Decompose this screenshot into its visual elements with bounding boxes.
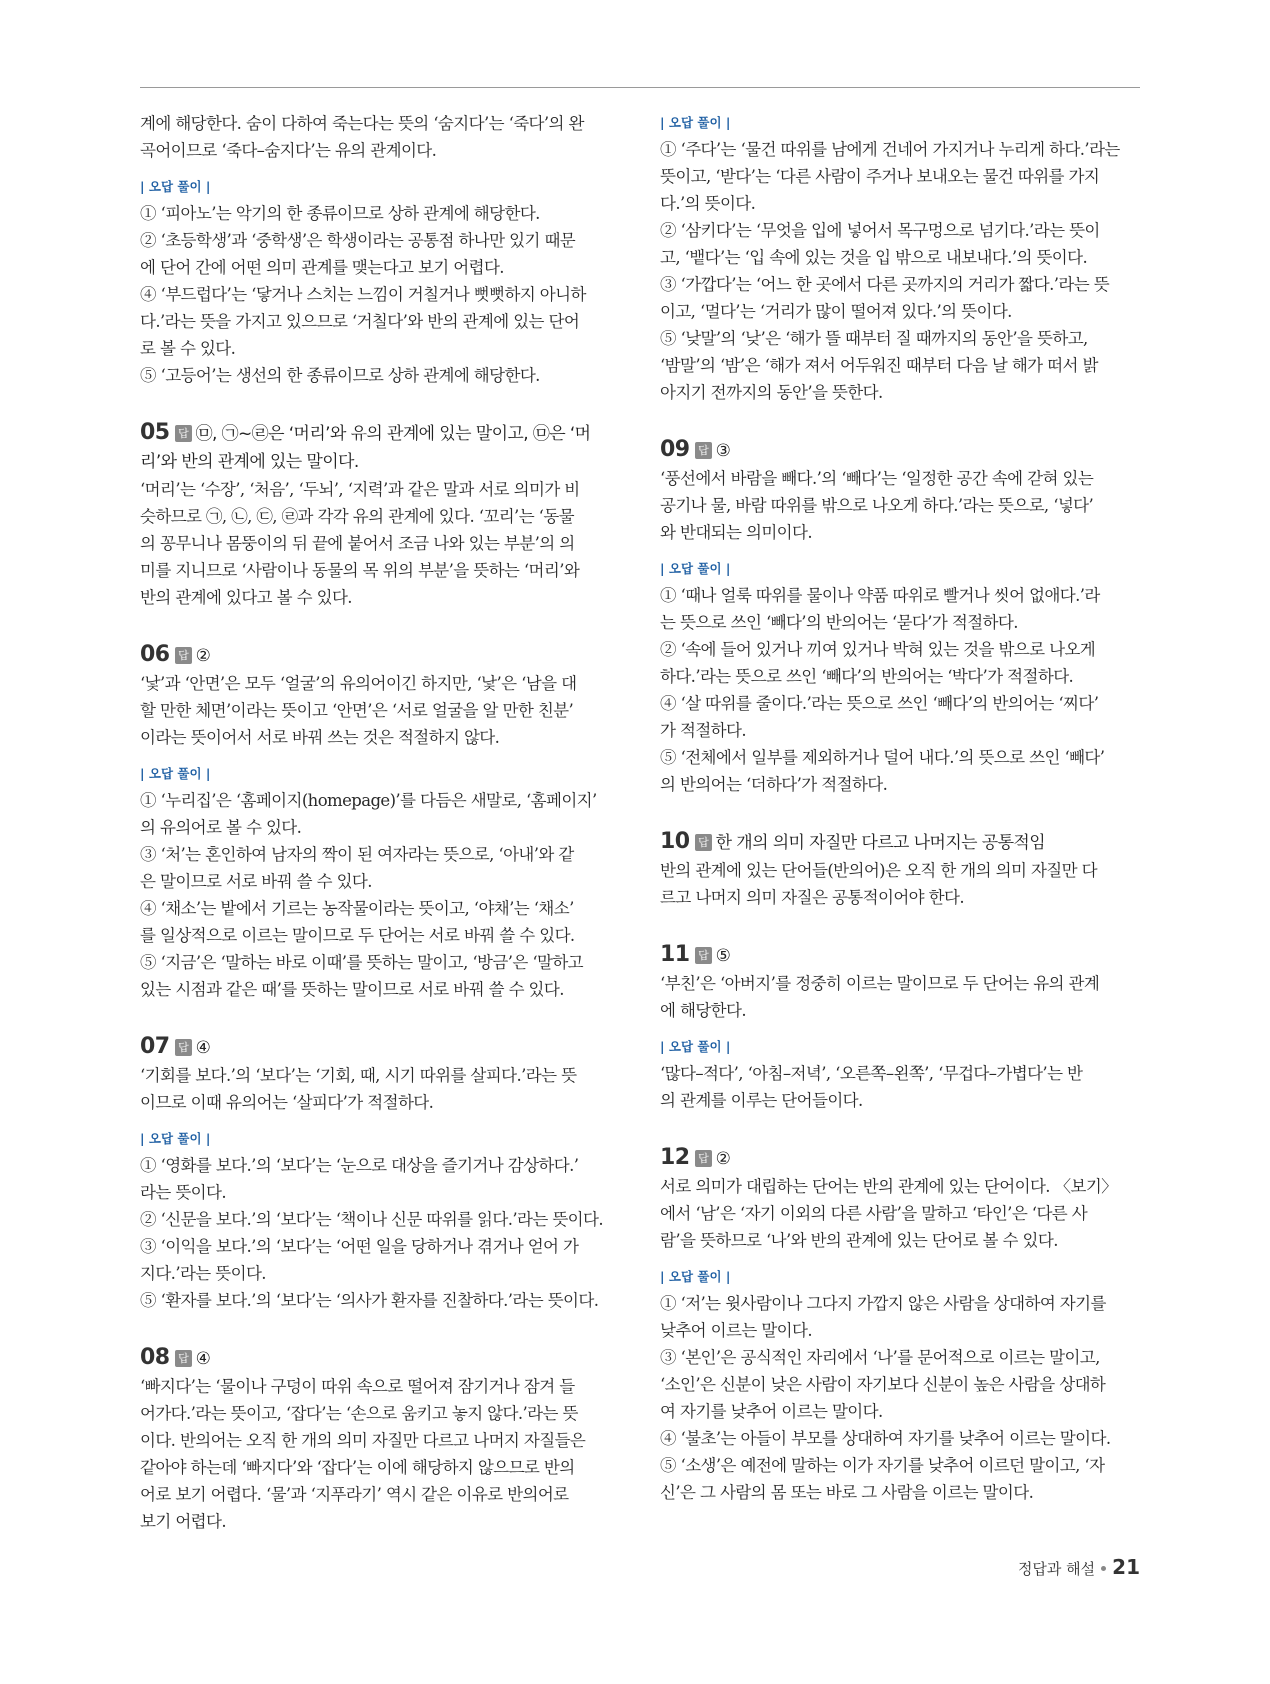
question-06-wrong-answers [140, 787, 610, 1003]
wrong-answer-tag: | 오답 풀이 | [660, 115, 731, 130]
top-rule [140, 87, 1140, 88]
text-line: ⑤ ‘고등어’는 생선의 한 종류이므로 상하 관계에 해당한다. [140, 366, 540, 385]
wrong-answer-tag: | 오답 풀이 | [140, 766, 211, 781]
text-line: ⑤ ‘환자를 보다.’의 ‘보다’는 ‘의사가 환자를 진찰하다.’라는 뜻이다. [140, 1291, 599, 1310]
text-line: 이므로 이때 유의어는 ‘살피다’가 적절하다. [140, 1093, 434, 1112]
text-line: ② ‘초등학생’과 ‘중학생’은 학생이라는 공통점 하나만 있기 때문 [140, 231, 576, 250]
text-line: 이다. 반의어는 오직 한 개의 의미 자질만 다르고 나머지 자질들은 [140, 1431, 586, 1450]
text-line: 은 말이므로 서로 바꿔 쓸 수 있다. [140, 872, 372, 891]
text-line: 할 만한 체면’이라는 뜻이고 ‘안면’은 ‘서로 얼굴을 알 만한 친분’ [140, 701, 574, 720]
answer-text: ④ [195, 1038, 211, 1058]
text-line: 곡어이므로 ‘죽다–숨지다’는 유의 관계이다. [140, 141, 437, 160]
question-07-header [140, 1033, 610, 1062]
answer-badge: 답 [695, 947, 712, 964]
question-number: 05 [140, 420, 170, 445]
text-line: 를 일상적으로 이르는 말이므로 두 단어는 서로 바꿔 쓸 수 있다. [140, 926, 575, 945]
question-09-body [660, 465, 1130, 546]
text-line: ⑤ ‘지금’은 ‘말하는 바로 이때’를 뜻하는 말이고, ‘방금’은 ‘말하고 [140, 953, 584, 972]
text-line: ⑤ ‘낮말’의 ‘낮’은 ‘해가 뜰 때부터 질 때까지의 동안’을 뜻하고, [660, 329, 1088, 348]
question-08-header [140, 1344, 610, 1373]
text-line: ‘낯’과 ‘안면’은 모두 ‘얼굴’의 유의어이긴 하지만, ‘낯’은 ‘남을 대 [140, 674, 577, 693]
text-line: ‘머리’는 ‘수장’, ‘처음’, ‘두뇌’, ‘지력’과 같은 말과 서로 의미가 비 [140, 480, 580, 499]
question-12-header [660, 1144, 1130, 1173]
question-number: 06 [140, 642, 170, 667]
text-line: 이고, ‘멀다’는 ‘거리가 많이 떨어져 있다.’의 뜻이다. [660, 302, 1012, 321]
text-line: ② ‘신문을 보다.’의 ‘보다’는 ‘책이나 신문 따위를 읽다.’라는 뜻이다. [140, 1210, 603, 1229]
text-line: ② ‘속에 들어 있거나 끼여 있거나 박혀 있는 것을 밖으로 나오게 [660, 640, 1096, 659]
question-09-header [660, 436, 1130, 465]
text-line: ‘밤말’의 ‘밤’은 ‘해가 져서 어두워진 때부터 다음 날 해가 떠서 밝 [660, 356, 1098, 375]
text-line: 반의 관계에 있는 단어들(반의어)은 오직 한 개의 의미 자질만 다 [660, 861, 1097, 880]
footer-dot [1101, 1566, 1106, 1571]
answer-badge: 답 [175, 1039, 192, 1056]
wrong-answer-tag: | 오답 풀이 | [140, 1131, 211, 1146]
text-line: 보기 어렵다. [140, 1512, 226, 1531]
question-05-body [140, 476, 610, 611]
intro-explanation [140, 110, 610, 164]
text-line: ‘풍선에서 바람을 빼다.’의 ‘빼다’는 ‘일정한 공간 속에 갇혀 있는 [660, 469, 1094, 488]
question-number: 08 [140, 1345, 170, 1370]
question-09-wrong-answers [660, 582, 1130, 798]
text-line: 지다.’라는 뜻이다. [140, 1264, 266, 1283]
text-line: ④ ‘채소’는 밭에서 기르는 농작물이라는 뜻이고, ‘야채’는 ‘채소’ [140, 899, 574, 918]
wrong-answer-tag: | 오답 풀이 | [140, 179, 211, 194]
text-line: 는 뜻으로 쓰인 ‘빼다’의 반의어는 ‘묻다’가 적절하다. [660, 613, 1018, 632]
question-07-body [140, 1062, 610, 1116]
question-number: 11 [660, 942, 690, 967]
text-line: ① ‘영화를 보다.’의 ‘보다’는 ‘눈으로 대상을 즐기거나 감상하다.’ [140, 1156, 579, 1175]
page-number: 21 [1112, 1555, 1140, 1579]
text-line: 이라는 뜻이어서 서로 바꿔 쓰는 것은 적절하지 않다. [140, 728, 500, 747]
text-line: ③ ‘이익을 보다.’의 ‘보다’는 ‘어떤 일을 당하거나 겪거나 얻어 가 [140, 1237, 579, 1256]
answer-text: ⑤ [715, 946, 731, 966]
text-line: ‘많다–적다’, ‘아침–저녁’, ‘오른쪽–왼쪽’, ‘무겁다–가볍다’는 반 [660, 1064, 1083, 1083]
text-line: 신’은 그 사람의 몸 또는 바로 그 사람을 이르는 말이다. [660, 1483, 1034, 1502]
text-line: 에 해당한다. [660, 1001, 746, 1020]
text-line: 여 자기를 낮추어 이르는 말이다. [660, 1402, 883, 1421]
answer-badge: 답 [695, 1150, 712, 1167]
text-line: 슷하므로 ㉠, ㉡, ㉢, ㉣과 각각 유의 관계에 있다. ‘꼬리’는 ‘동물 [140, 507, 575, 526]
text-line: 의 관계를 이루는 단어들이다. [660, 1091, 863, 1110]
text-line: ① ‘주다’는 ‘물건 따위를 남에게 건네어 가지거나 누리게 하다.’라는 [660, 140, 1120, 159]
question-05-header-cont: 리’와 반의 관계에 있는 말이다. [140, 452, 359, 472]
text-line: ④ ‘살 따위를 줄이다.’라는 뜻으로 쓰인 ‘빼다’의 반의어는 ‘찌다’ [660, 694, 1099, 713]
question-number: 12 [660, 1145, 690, 1170]
question-05-header [140, 419, 610, 448]
footer-section-title: 정답과 해설 [1017, 1560, 1096, 1578]
text-line: 뜻이고, ‘받다’는 ‘다른 사람이 주거나 보내오는 물건 따위를 가지 [660, 167, 1100, 186]
left-column [140, 110, 610, 1535]
text-line: 어가다.’라는 뜻이고, ‘잡다’는 ‘손으로 움키고 놓지 않다.’라는 뜻 [140, 1404, 578, 1423]
question-10-body [660, 857, 1130, 911]
text-line: 미를 지니므로 ‘사람이나 동물의 목 위의 부분’을 뜻하는 ‘머리’와 [140, 561, 580, 580]
text-line: ① ‘저’는 윗사람이나 그다지 가깝지 않은 사람을 상대하여 자기를 [660, 1294, 1106, 1313]
wrong-answer-tag: | 오답 풀이 | [660, 561, 731, 576]
text-line: ④ ‘불초’는 아들이 부모를 상대하여 자기를 낮추어 이르는 말이다. [660, 1429, 1111, 1448]
text-line: ‘기회를 보다.’의 ‘보다’는 ‘기회, 때, 시기 따위를 살피다.’라는 뜻 [140, 1066, 577, 1085]
text-line: ‘소인’은 신분이 낮은 사람이 자기보다 신분이 높은 사람을 상대하 [660, 1375, 1106, 1394]
text-line: 어로 보기 어렵다. ‘물’과 ‘지푸라기’ 역시 같은 이유로 반의어로 [140, 1485, 569, 1504]
text-line: ① ‘누리집’은 ‘홈페이지(homepage)’를 다듬은 새말로, ‘홈페이지’ [140, 791, 597, 810]
text-line: 낮추어 이르는 말이다. [660, 1321, 812, 1340]
question-10-header [660, 828, 1130, 857]
question-11-header [660, 941, 1130, 970]
text-line: 있는 시점과 같은 때’를 뜻하는 말이므로 서로 바꿔 쓸 수 있다. [140, 980, 564, 999]
text-line: 다.’의 뜻이다. [660, 194, 756, 213]
wrong-answer-tag: | 오답 풀이 | [660, 1039, 731, 1054]
wrong-answer-tag: | 오답 풀이 | [660, 1269, 731, 1284]
answer-badge: 답 [175, 647, 192, 664]
text-line: ③ ‘처’는 혼인하여 남자의 짝이 된 여자라는 뜻으로, ‘아내’와 같 [140, 845, 574, 864]
question-12-wrong-answers [660, 1290, 1130, 1506]
answer-text: 한 개의 의미 자질만 다르고 나머지는 공통적임 [715, 833, 1046, 853]
text-line: 로 볼 수 있다. [140, 339, 236, 358]
text-line: 같아야 하는데 ‘빠지다’와 ‘잡다’는 이에 해당하지 않으므로 반의 [140, 1458, 575, 1477]
text-line: ⑤ ‘전체에서 일부를 제외하거나 덜어 내다.’의 뜻으로 쓰인 ‘빼다’ [660, 748, 1105, 767]
answer-badge: 답 [695, 442, 712, 459]
question-11-wrong-answers [660, 1060, 1130, 1114]
text-line: 의 꽁무니나 몸뚱이의 뒤 끝에 붙어서 조금 나와 있는 부분’의 의 [140, 534, 575, 553]
text-line: 서로 의미가 대립하는 단어는 반의 관계에 있는 단어이다. 〈보기〉 [660, 1177, 1118, 1196]
text-line: 계에 해당한다. 숨이 다하여 죽는다는 뜻의 ‘숨지다’는 ‘죽다’의 완 [140, 114, 584, 133]
text-line: 고, ‘뱉다’는 ‘입 속에 있는 것을 입 밖으로 내보내다.’의 뜻이다. [660, 248, 1088, 267]
question-08-body [140, 1373, 610, 1535]
text-line: 의 유의어로 볼 수 있다. [140, 818, 302, 837]
text-line: 공기나 물, 바람 따위를 밖으로 나오게 하다.’라는 뜻으로, ‘넣다’ [660, 496, 1094, 515]
text-line: ③ ‘가깝다’는 ‘어느 한 곳에서 다른 곳까지의 거리가 짧다.’라는 뜻 [660, 275, 1110, 294]
question-number: 10 [660, 829, 690, 854]
text-line: ‘빠지다’는 ‘물이나 구덩이 따위 속으로 떨어져 잠기거나 잠겨 들 [140, 1377, 575, 1396]
text-line: 에서 ‘남’은 ‘자기 이외의 다른 사람’을 말하고 ‘타인’은 ‘다른 사 [660, 1204, 1088, 1223]
text-line: 르고 나머지 의미 자질은 공통적이어야 한다. [660, 888, 964, 907]
answer-text: ② [195, 646, 211, 666]
question-12-body [660, 1173, 1130, 1254]
question-06-header [140, 641, 610, 670]
text-line: ③ ‘본인’은 공식적인 자리에서 ‘나’를 문어적으로 이르는 말이고, [660, 1348, 1100, 1367]
right-column [660, 110, 1130, 1506]
text-line: ② ‘삼키다’는 ‘무엇을 입에 넣어서 목구멍으로 넘기다.’라는 뜻이 [660, 221, 1100, 240]
answer-text: ③ [715, 441, 731, 461]
text-line: 의 반의어는 ‘더하다’가 적절하다. [660, 775, 888, 794]
top-wrong-answers [660, 136, 1130, 406]
text-line: 와 반대되는 의미이다. [660, 523, 812, 542]
answer-badge: 답 [175, 425, 192, 442]
text-line: ① ‘때나 얼룩 따위를 물이나 약품 따위로 빨거나 씻어 없애다.’라 [660, 586, 1100, 605]
answer-badge: 답 [695, 834, 712, 851]
text-line: ⑤ ‘소생’은 예전에 말하는 이가 자기를 낮추어 이르던 말이고, ‘자 [660, 1456, 1105, 1475]
text-line: ④ ‘부드럽다’는 ‘닿거나 스치는 느낌이 거칠거나 뻣뻣하지 아니하 [140, 285, 586, 304]
page-footer [1018, 1555, 1140, 1579]
text-line: 람’을 뜻하므로 ‘나’와 반의 관계에 있는 단어로 볼 수 있다. [660, 1231, 1058, 1250]
question-11-body [660, 970, 1130, 1024]
text-line: ① ‘피아노’는 악기의 한 종류이므로 상하 관계에 해당한다. [140, 204, 540, 223]
text-line: 아지기 전까지의 동안’을 뜻한다. [660, 383, 883, 402]
text-line: 하다.’라는 뜻으로 쓰인 ‘빼다’의 반의어는 ‘박다’가 적절하다. [660, 667, 1074, 686]
question-number: 07 [140, 1034, 170, 1059]
question-06-body [140, 670, 610, 751]
answer-badge: 답 [175, 1350, 192, 1367]
text-line: 다.’라는 뜻을 가지고 있으므로 ‘거칠다’와 반의 관계에 있는 단어 [140, 312, 580, 331]
question-number: 09 [660, 437, 690, 462]
answer-text: ㉤, ㉠~㉣은 ‘머리’와 유의 관계에 있는 말이고, ㉤은 ‘머 [195, 424, 591, 444]
intro-wrong-answers [140, 200, 610, 389]
text-line: 에 단어 간에 어떤 의미 관계를 맺는다고 보기 어렵다. [140, 258, 504, 277]
text-line: ‘부친’은 ‘아버지’를 정중히 이르는 말이므로 두 단어는 유의 관계 [660, 974, 1100, 993]
answer-text: ④ [195, 1349, 211, 1369]
question-07-wrong-answers [140, 1152, 610, 1314]
text-line: 라는 뜻이다. [140, 1183, 226, 1202]
text-line: 가 적절하다. [660, 721, 746, 740]
text-line: 반의 관계에 있다고 볼 수 있다. [140, 588, 352, 607]
answer-text: ② [715, 1149, 731, 1169]
